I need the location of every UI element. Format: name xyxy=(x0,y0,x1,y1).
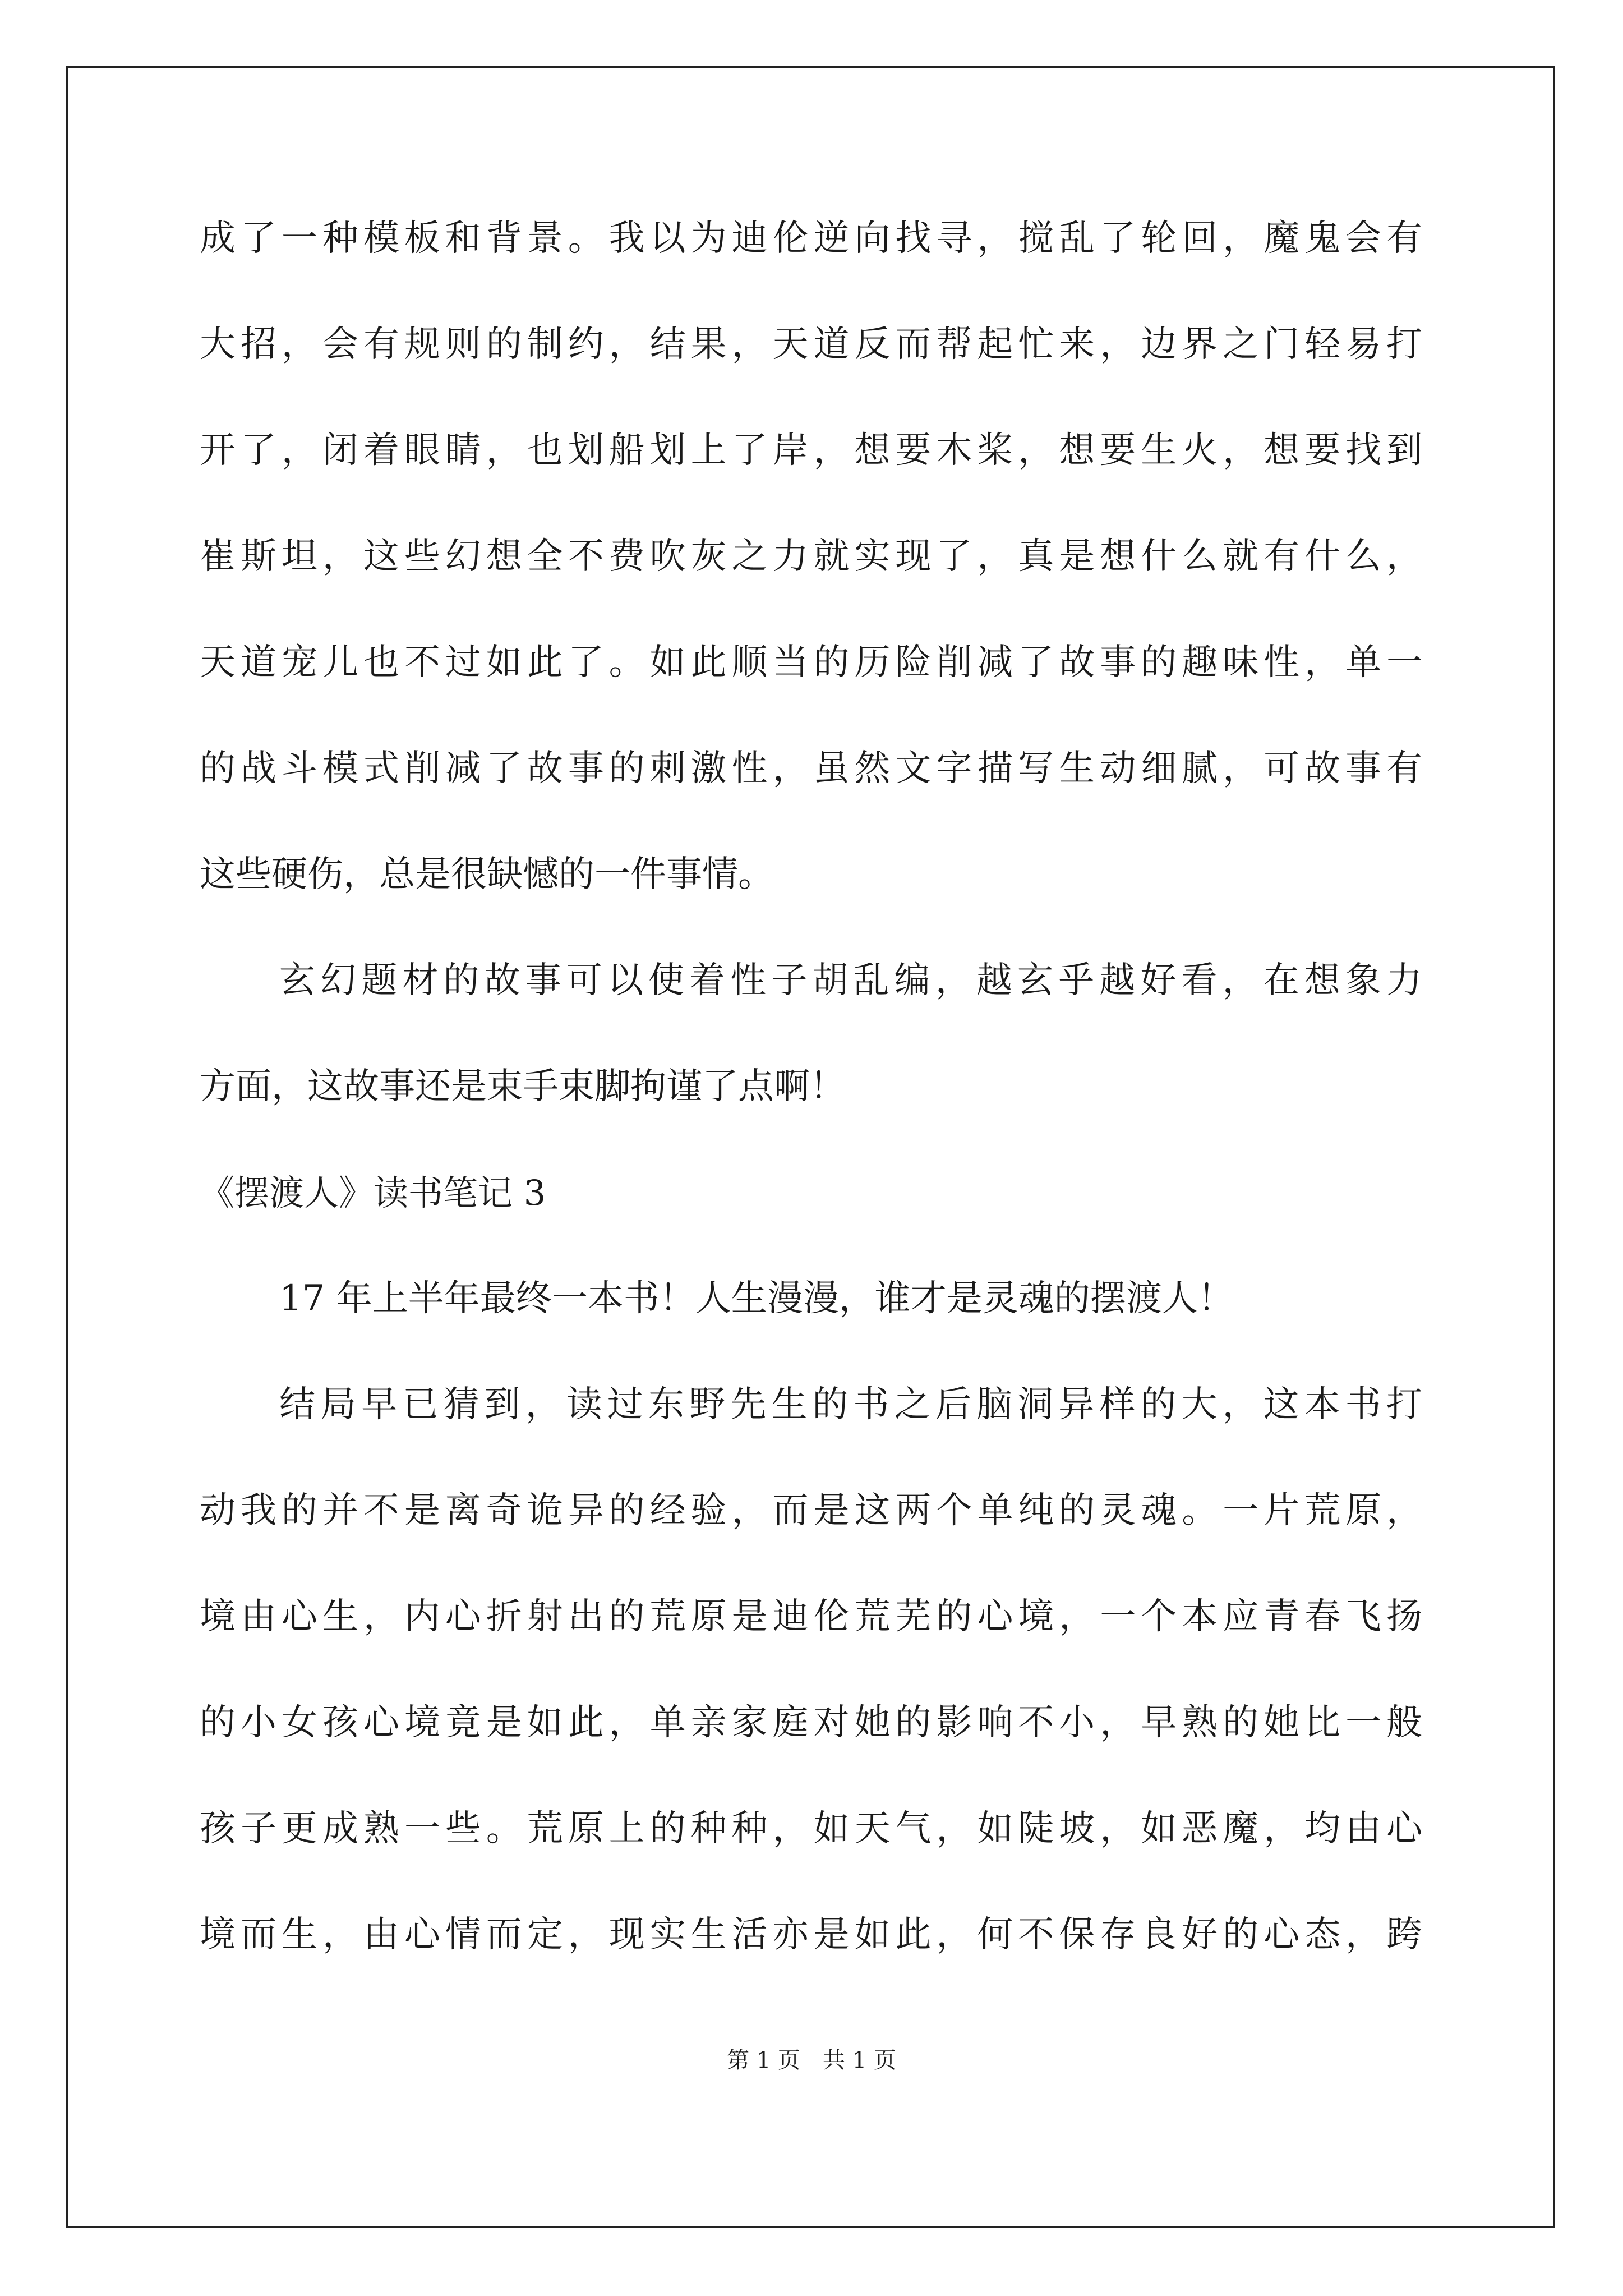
text-line: 17 年上半年最终一本书！人生漫漫，谁才是灵魂的摆渡人！ xyxy=(279,1278,1234,1319)
text-line: 境由心生，内心折射出的荒原是迪伦荒芜的心境，一个本应青春飞扬 xyxy=(200,1596,1422,1637)
text-line: 方面，这故事还是束手束脚拘谨了点啊！ xyxy=(200,1066,846,1107)
text-line: 成了一种模板和背景。我以为迪伦逆向找寻，搅乱了轮回，魔鬼会有 xyxy=(200,218,1422,259)
text-line: 的小女孩心境竟是如此，单亲家庭对她的影响不小，早熟的她比一般 xyxy=(200,1702,1422,1743)
text-line: 动我的并不是离奇诡异的经验，而是这两个单纯的灵魂。一片荒原， xyxy=(200,1490,1422,1531)
text-line: 结局早已猜到，读过东野先生的书之后脑洞异样的大，这本书打 xyxy=(279,1384,1422,1425)
text-line: 孩子更成熟一些。荒原上的种种，如天气，如陡坡，如恶魔，均由心 xyxy=(200,1808,1422,1849)
text-line: 这些硬伤，总是很缺憾的一件事情。 xyxy=(200,854,774,895)
text-line: 玄幻题材的故事可以使着性子胡乱编，越玄乎越好看，在想象力 xyxy=(279,960,1422,1001)
document-body xyxy=(200,212,1422,2014)
page-footer xyxy=(0,2046,1623,2074)
text-line: 的战斗模式削减了故事的刺激性，虽然文字描写生动细腻，可故事有 xyxy=(200,748,1422,789)
text-line: 开了，闭着眼睛，也划船划上了岸，想要木桨，想要生火，想要找到 xyxy=(200,430,1422,471)
page-number-label: 第 1 页 共 1 页 xyxy=(727,2047,896,2073)
text-line: 崔斯坦，这些幻想全不费吹灰之力就实现了，真是想什么就有什么， xyxy=(200,536,1422,577)
text-line: 大招，会有规则的制约，结果，天道反而帮起忙来，边界之门轻易打 xyxy=(200,324,1422,365)
section-heading: 《摆渡人》读书笔记 3 xyxy=(200,1172,546,1213)
text-line: 天道宠儿也不过如此了。如此顺当的历险削减了故事的趣味性，单一 xyxy=(200,642,1422,683)
text-line: 境而生，由心情而定，现实生活亦是如此，何不保存良好的心态，跨 xyxy=(200,1914,1422,1955)
